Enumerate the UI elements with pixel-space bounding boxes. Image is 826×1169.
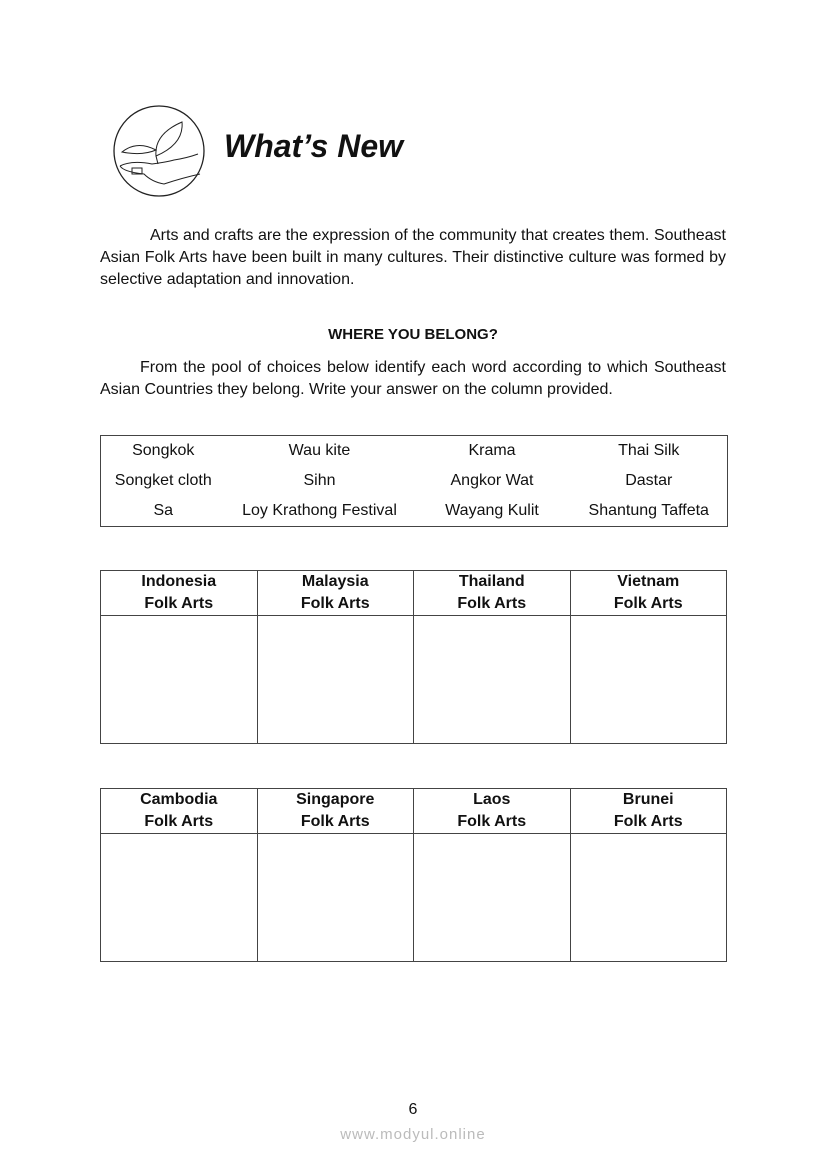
choice: Wayang Kulit: [445, 502, 539, 519]
choice: Wau kite: [288, 442, 351, 459]
choice: Songkok: [132, 442, 195, 459]
column-header: [257, 571, 414, 616]
column-subtitle: Folk Arts: [300, 595, 370, 612]
table-row: [101, 466, 728, 496]
choices-table: [100, 435, 728, 527]
column-header: [414, 571, 571, 616]
column-header: [257, 789, 414, 834]
column-header: [570, 571, 727, 616]
answer-cell[interactable]: [101, 616, 258, 744]
country-name: Cambodia: [140, 791, 218, 808]
answer-cell[interactable]: [257, 834, 414, 962]
country-name: Thailand: [458, 573, 525, 590]
answer-table-2: [100, 788, 727, 962]
answer-cell[interactable]: [414, 834, 571, 962]
country-name: Vietnam: [617, 573, 680, 590]
answer-cell[interactable]: [570, 834, 727, 962]
column-header: [101, 789, 258, 834]
activity-heading: WHERE YOU BELONG?: [328, 326, 498, 343]
column-subtitle: Folk Arts: [457, 813, 527, 830]
answer-cell[interactable]: [414, 616, 571, 744]
country-name: Indonesia: [141, 573, 217, 590]
table-row: [101, 436, 728, 467]
country-name: Singapore: [296, 791, 375, 808]
choice: Loy Krathong Festival: [242, 502, 397, 519]
answer-cell[interactable]: [570, 616, 727, 744]
country-name: Brunei: [622, 791, 674, 808]
column-subtitle: Folk Arts: [300, 813, 370, 830]
answer-cell[interactable]: [257, 616, 414, 744]
column-subtitle: Folk Arts: [144, 595, 214, 612]
choice: Krama: [468, 442, 516, 459]
choice: Angkor Wat: [450, 472, 534, 489]
column-header: [570, 789, 727, 834]
column-subtitle: Folk Arts: [457, 595, 527, 612]
choice: Thai Silk: [618, 442, 680, 459]
country-name: Laos: [473, 791, 511, 808]
country-name: Malaysia: [301, 573, 369, 590]
intro-paragraph: Arts and crafts are the expression of the community that creates them. Southeast Asian Folk Arts have been built in many cultures. Their distinctive culture was formed by selective adaptation and innovation.: [100, 227, 726, 288]
answer-table-1: [100, 570, 727, 744]
column-header: [414, 789, 571, 834]
answer-row: [101, 834, 727, 962]
table-row: [101, 496, 728, 527]
column-header: [101, 571, 258, 616]
choice: Shantung Taffeta: [588, 502, 709, 519]
section-title: What’s New: [224, 128, 403, 164]
choice: Songket cloth: [114, 472, 212, 489]
plant-in-hand-icon: [112, 104, 206, 198]
answer-cell[interactable]: [101, 834, 258, 962]
watermark: www.modyul.online: [340, 1126, 486, 1143]
choice: Dastar: [625, 472, 673, 489]
table-header-row: [101, 571, 727, 616]
activity-instructions: From the pool of choices below identify each word according to which Southeast Asian Countries they belong. Write your answer on the column provided.: [100, 359, 726, 398]
choice: Sihn: [303, 472, 336, 489]
table-header-row: [101, 789, 727, 834]
column-subtitle: Folk Arts: [613, 813, 683, 830]
column-subtitle: Folk Arts: [613, 595, 683, 612]
column-subtitle: Folk Arts: [144, 813, 214, 830]
choice: Sa: [153, 502, 174, 519]
page-number: 6: [408, 1101, 418, 1118]
answer-row: [101, 616, 727, 744]
